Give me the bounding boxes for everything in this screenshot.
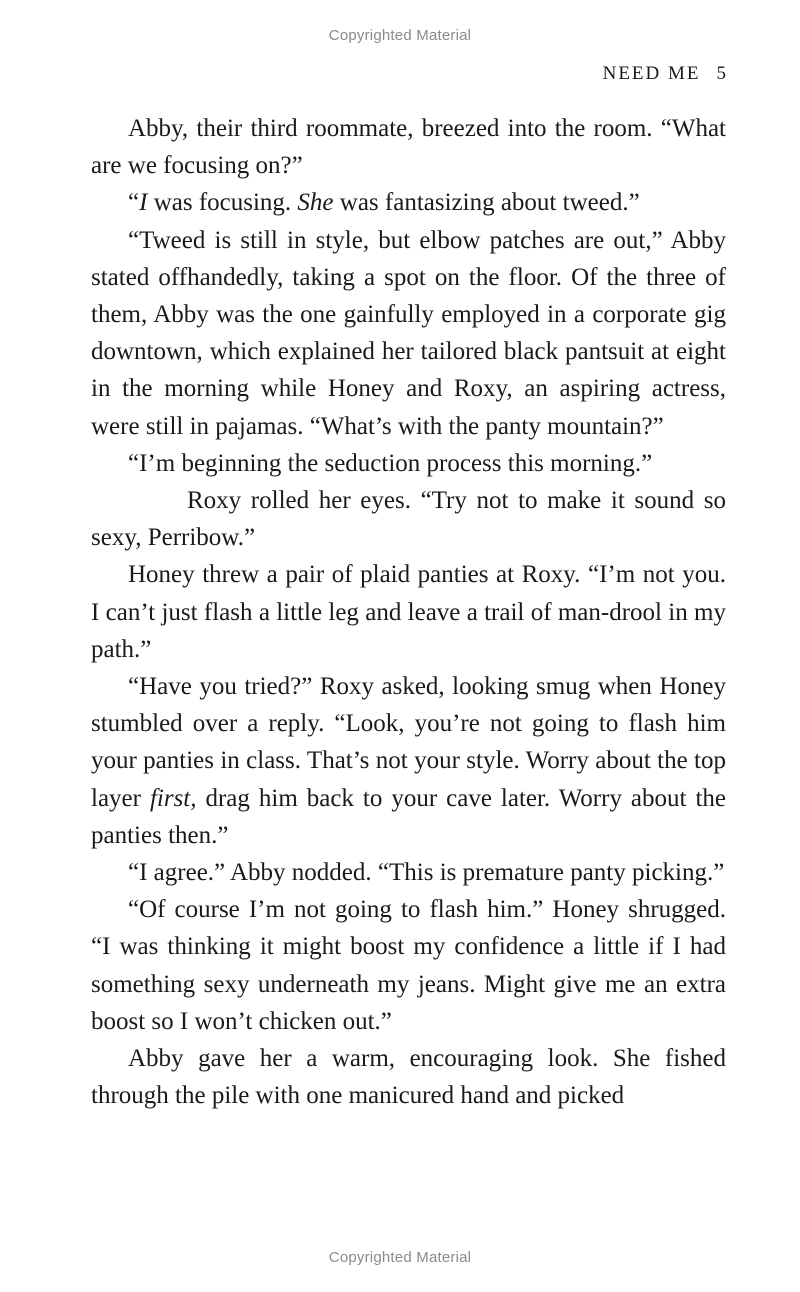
body-text xyxy=(91,110,726,1114)
book-title: NEED ME xyxy=(602,63,701,84)
text-run: drag him back to your cave later. Worry about the panties then.” xyxy=(91,784,726,849)
paragraph xyxy=(91,668,726,854)
emphasis: I xyxy=(139,189,148,217)
paragraph xyxy=(91,184,726,221)
paragraph: “Tweed is still in style, but elbow patches are out,” Abby stated offhandedly, taking a spot on the floor. Of the three of them, Abby was the one gainfully employed in a corporate gig downtown, which explained her tailored black pantsuit at eight in the morning while Honey and Roxy, an aspiring actress, were still in pajamas. “What’s with the panty mountain?” xyxy=(91,226,726,440)
page-number: 5 xyxy=(716,63,726,84)
text-run: was fantasizing about tweed.” xyxy=(333,189,640,217)
emphasis: first, xyxy=(149,784,197,812)
text-run: “ xyxy=(128,189,140,217)
paragraph: “Of course I’m not going to flash him.” Honey shrugged. “I was thinking it might boost my confidence a little if I had something sexy underneath my jeans. Might give me an extra boost so I won’t chicken out.” xyxy=(91,896,726,1035)
paragraph: Honey threw a pair of plaid panties at Roxy. “I’m not you. I can’t just flash a little leg and leave a trail of man-drool in my path.” xyxy=(91,561,726,663)
text-run: was focusing. xyxy=(147,189,298,217)
copyright-watermark-top: Copyrighted Material xyxy=(328,27,472,44)
emphasis: She xyxy=(297,189,334,217)
paragraph: “I’m beginning the seduction process this morning.” xyxy=(128,449,653,477)
paragraph: Abby, their third roommate, breezed into the room. “What are we focusing on?” xyxy=(91,115,726,180)
running-head xyxy=(603,63,726,85)
paragraph: “I agree.” Abby nodded. “This is premature panty picking.” xyxy=(128,859,725,887)
copyright-watermark-bottom: Copyrighted Material xyxy=(328,1249,472,1266)
paragraph: Abby gave her a warm, encouraging look. She fished through the pile with one manicured hand and picked xyxy=(91,1045,726,1110)
text-run: “Have you tried?” Roxy asked, looking smug when Honey stumbled over a reply. “Look, you’re not going to flash him your panties in class. That’s not your style. Worry about the top layer xyxy=(91,673,726,812)
paragraph: Roxy rolled her eyes. “Try not to make it sound so sexy, Perribow.” xyxy=(91,487,726,552)
